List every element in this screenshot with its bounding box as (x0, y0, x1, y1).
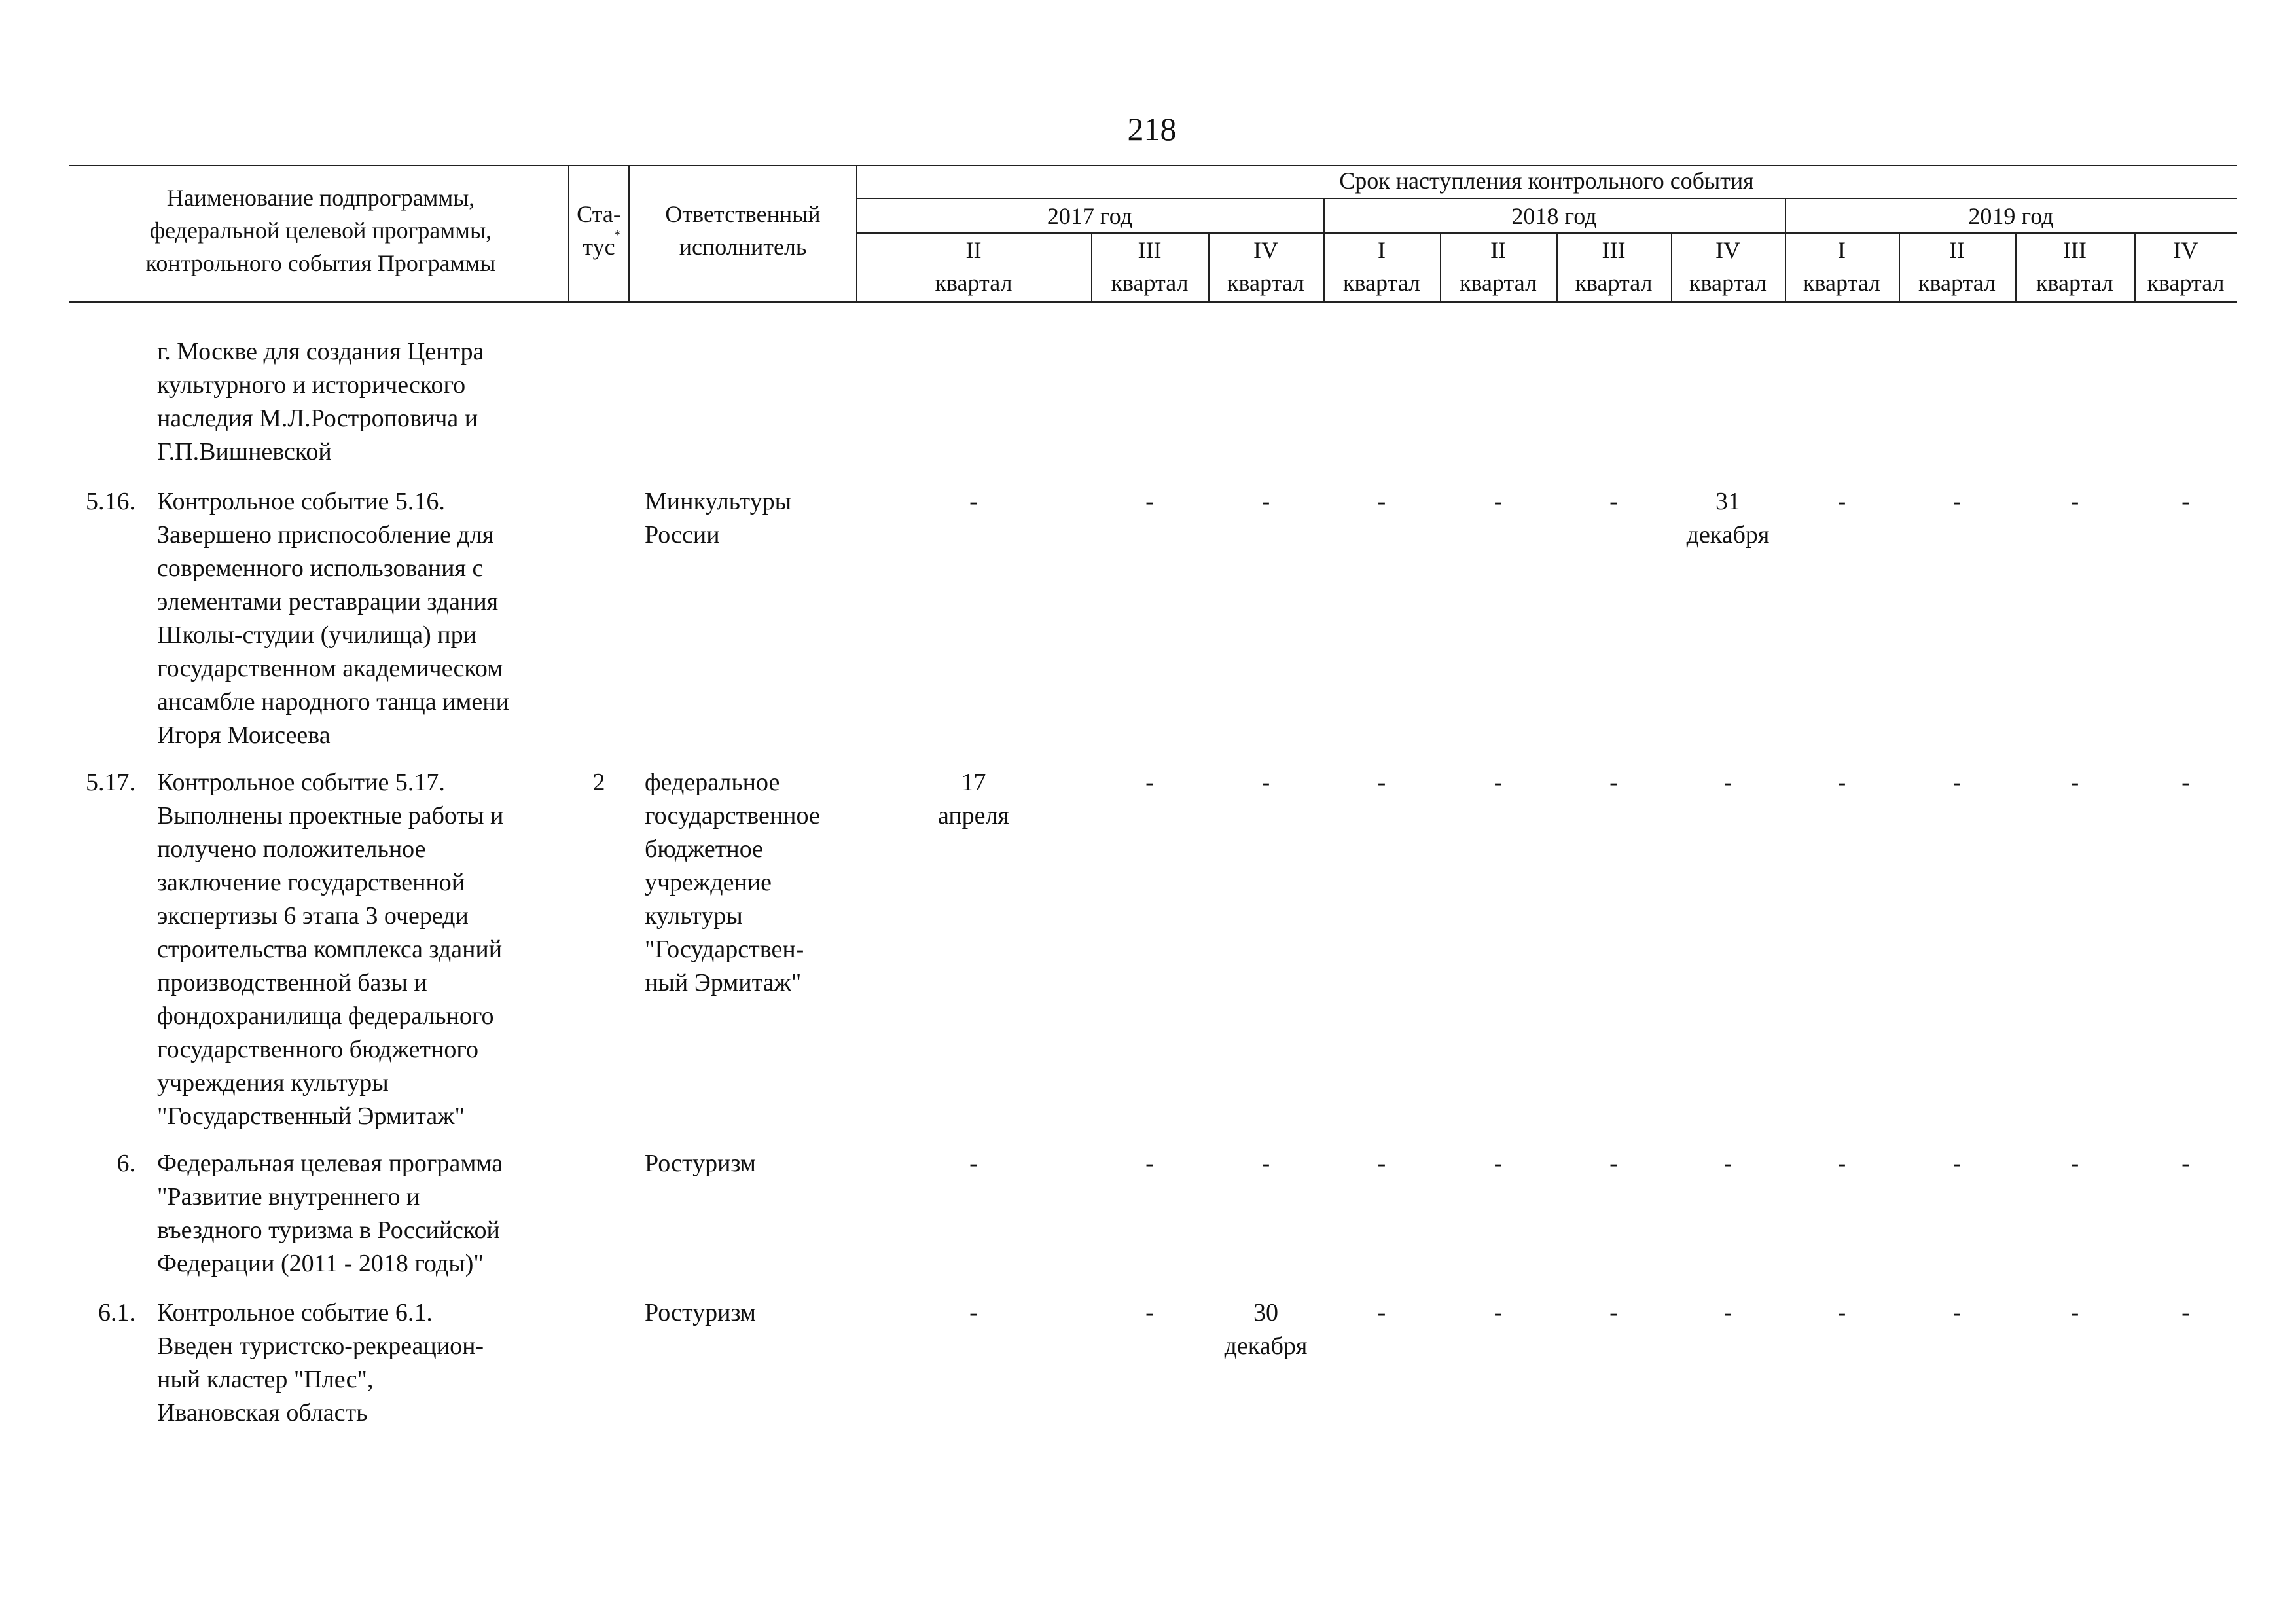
header-quarter-word: квартал (1689, 270, 1767, 296)
row-quarter-value: - (1145, 488, 1154, 515)
header-name-line: федеральной целевой программы, (149, 217, 492, 244)
header-name-line: контрольного события Программы (145, 250, 496, 276)
row-name-line: Контрольное событие 6.1. (157, 1299, 433, 1326)
row-quarter-value: - (1952, 1299, 1962, 1326)
row-number: 5.17. (86, 769, 135, 796)
row-name-line: Выполнены проектные работы и (157, 802, 504, 830)
row-status: 2 (592, 769, 605, 796)
row-name-line: Игоря Моисеева (157, 721, 331, 749)
row-executor-line: Ростуризм (645, 1150, 756, 1177)
header-executor-line: исполнитель (679, 234, 807, 260)
row-executor-line: России (645, 521, 720, 549)
row-quarter-value: - (2181, 769, 2190, 796)
row-quarter-value: - (1377, 1150, 1386, 1177)
row-quarter-value: апреля (937, 802, 1009, 830)
header-quarter-numeral: II (1490, 237, 1506, 263)
row-quarter-value: - (1377, 769, 1386, 796)
row-executor-line: Ростуризм (645, 1299, 756, 1326)
row-quarter-value: - (1494, 1299, 1503, 1326)
row-name-line: "Развитие внутреннего и (157, 1183, 420, 1211)
header-deadline-title: Срок наступления контрольного события (1339, 168, 1754, 194)
row-name-line: Ивановская область (157, 1399, 368, 1427)
row-executor-line: ный Эрмитаж" (645, 969, 802, 996)
row-executor-line: Минкультуры (645, 488, 792, 515)
row-quarter-value: - (1609, 769, 1618, 796)
row-quarter-value: - (1145, 1299, 1154, 1326)
row-number: 6. (117, 1150, 135, 1177)
row-quarter-value: - (1377, 1299, 1386, 1326)
year-rule (856, 232, 2237, 234)
row-quarter-value: - (2181, 1150, 2190, 1177)
header-executor-line: Ответственный (665, 201, 821, 227)
row-quarter-value: - (1723, 1299, 1732, 1326)
header-year: 2019 год (1968, 203, 2054, 229)
row-name-line: фондохранилища федерального (157, 1002, 494, 1030)
row-quarter-value: - (1261, 1150, 1270, 1177)
row-quarter-value: - (1837, 1150, 1846, 1177)
header-quarter-numeral: I (1378, 237, 1386, 263)
header-status-line: тус (583, 234, 615, 260)
row-quarter-value: - (2181, 488, 2190, 515)
header-quarter-word: квартал (2147, 270, 2225, 296)
row-quarter-value: - (1377, 488, 1386, 515)
row-executor-line: государственное (645, 802, 820, 830)
row-name-line: Контрольное событие 5.17. (157, 769, 445, 796)
row-quarter-value: - (1261, 769, 1270, 796)
row-quarter-value: - (2070, 769, 2079, 796)
row-quarter-value: декабря (1224, 1332, 1308, 1360)
header-quarter-word: квартал (1575, 270, 1653, 296)
row-executor-line: учреждение (645, 869, 772, 896)
row-name-line: культурного и исторического (157, 371, 466, 399)
row-name-line: Завершено приспособление для (157, 521, 494, 549)
header-quarter-numeral: III (1602, 237, 1626, 263)
row-name-line: государственного бюджетного (157, 1036, 478, 1063)
row-name-line: въездного туризма в Российской (157, 1216, 500, 1244)
deadline-title-rule (856, 198, 2237, 199)
row-quarter-value: - (1723, 1150, 1732, 1177)
row-quarter-value: - (1494, 769, 1503, 796)
row-quarter-value: - (969, 1150, 978, 1177)
header-quarter-word: квартал (1227, 270, 1304, 296)
header-quarter-word: квартал (1803, 270, 1880, 296)
row-quarter-value: - (1261, 488, 1270, 515)
row-name-line: учреждения культуры (157, 1069, 389, 1097)
header-quarter-word: квартал (1460, 270, 1537, 296)
row-quarter-value: - (1494, 488, 1503, 515)
header-quarter-numeral: II (965, 237, 982, 263)
row-name-line: ный кластер "Плес", (157, 1366, 374, 1393)
row-quarter-value: - (1837, 488, 1846, 515)
header-status-line: Ста- (577, 201, 621, 227)
header-quarter-numeral: III (2063, 237, 2087, 263)
row-quarter-value: - (1952, 488, 1962, 515)
row-name-line: Контрольное событие 5.16. (157, 488, 445, 515)
row-quarter-value: - (1609, 488, 1618, 515)
row-quarter-value: - (1494, 1150, 1503, 1177)
row-name-line: г. Москве для создания Центра (157, 338, 484, 365)
row-quarter-value: декабря (1686, 521, 1770, 549)
row-executor-line: культуры (645, 902, 743, 930)
row-quarter-value: - (969, 1299, 978, 1326)
header-quarter-word: квартал (935, 270, 1013, 296)
header-quarter-numeral: IV (2173, 237, 2198, 263)
header-year: 2017 год (1047, 203, 1133, 229)
row-quarter-value: 31 (1715, 488, 1740, 515)
row-name-line: наследия М.Л.Ростроповича и (157, 405, 478, 432)
row-quarter-value: - (1837, 1299, 1846, 1326)
header-bottom-rule (69, 301, 2237, 303)
row-quarter-value: - (1723, 769, 1732, 796)
header-status-mark: * (614, 228, 620, 242)
row-quarter-value: - (2070, 488, 2079, 515)
row-quarter-value: - (1609, 1150, 1618, 1177)
header-quarter-numeral: I (1838, 237, 1846, 263)
header-quarter-word: квартал (1918, 270, 1996, 296)
row-name-line: Школы-студии (училища) при (157, 621, 476, 649)
row-quarter-value: - (1145, 1150, 1154, 1177)
header-quarter-numeral: II (1949, 237, 1965, 263)
row-name-line: "Государственный Эрмитаж" (157, 1103, 465, 1130)
row-number: 5.16. (86, 488, 135, 515)
row-quarter-value: 30 (1253, 1299, 1278, 1326)
row-quarter-value: - (1837, 769, 1846, 796)
row-quarter-value: - (1609, 1299, 1618, 1326)
row-name-line: современного использования с (157, 555, 484, 582)
row-quarter-value: - (2181, 1299, 2190, 1326)
row-executor-line: "Государствен- (645, 936, 804, 963)
row-quarter-value: - (2070, 1299, 2079, 1326)
page-number: 218 (1127, 111, 1177, 147)
header-quarter-word: квартал (1343, 270, 1420, 296)
row-name-line: Г.П.Вишневской (157, 438, 332, 465)
header-year: 2018 год (1511, 203, 1597, 229)
row-quarter-value: - (2070, 1150, 2079, 1177)
row-name-line: строительства комплекса зданий (157, 936, 503, 963)
header-quarter-numeral: IV (1715, 237, 1740, 263)
row-name-line: получено положительное (157, 835, 426, 863)
header-quarter-numeral: III (1138, 237, 1162, 263)
header-quarter-numeral: IV (1253, 237, 1278, 263)
row-quarter-value: 17 (961, 769, 986, 796)
row-name-line: заключение государственной (157, 869, 465, 896)
row-name-line: экспертизы 6 этапа 3 очереди (157, 902, 469, 930)
row-name-line: производственной базы и (157, 969, 427, 996)
row-name-line: ансамбле народного танца имени (157, 688, 509, 716)
row-name-line: Федерации (2011 - 2018 годы)" (157, 1250, 484, 1277)
row-name-line: Введен туристско-рекреацион- (157, 1332, 484, 1360)
row-number: 6.1. (98, 1299, 135, 1326)
row-name-line: Федеральная целевая программа (157, 1150, 503, 1177)
row-quarter-value: - (1952, 769, 1962, 796)
header-name-line: Наименование подпрограммы, (166, 185, 475, 211)
header-quarter-word: квартал (2036, 270, 2113, 296)
header-quarter-word: квартал (1111, 270, 1189, 296)
row-executor-line: федеральное (645, 769, 780, 796)
row-name-line: государственном академическом (157, 655, 503, 682)
row-quarter-value: - (1952, 1150, 1962, 1177)
row-name-line: элементами реставрации здания (157, 588, 499, 615)
row-quarter-value: - (969, 488, 978, 515)
row-executor-line: бюджетное (645, 835, 764, 863)
row-quarter-value: - (1145, 769, 1154, 796)
